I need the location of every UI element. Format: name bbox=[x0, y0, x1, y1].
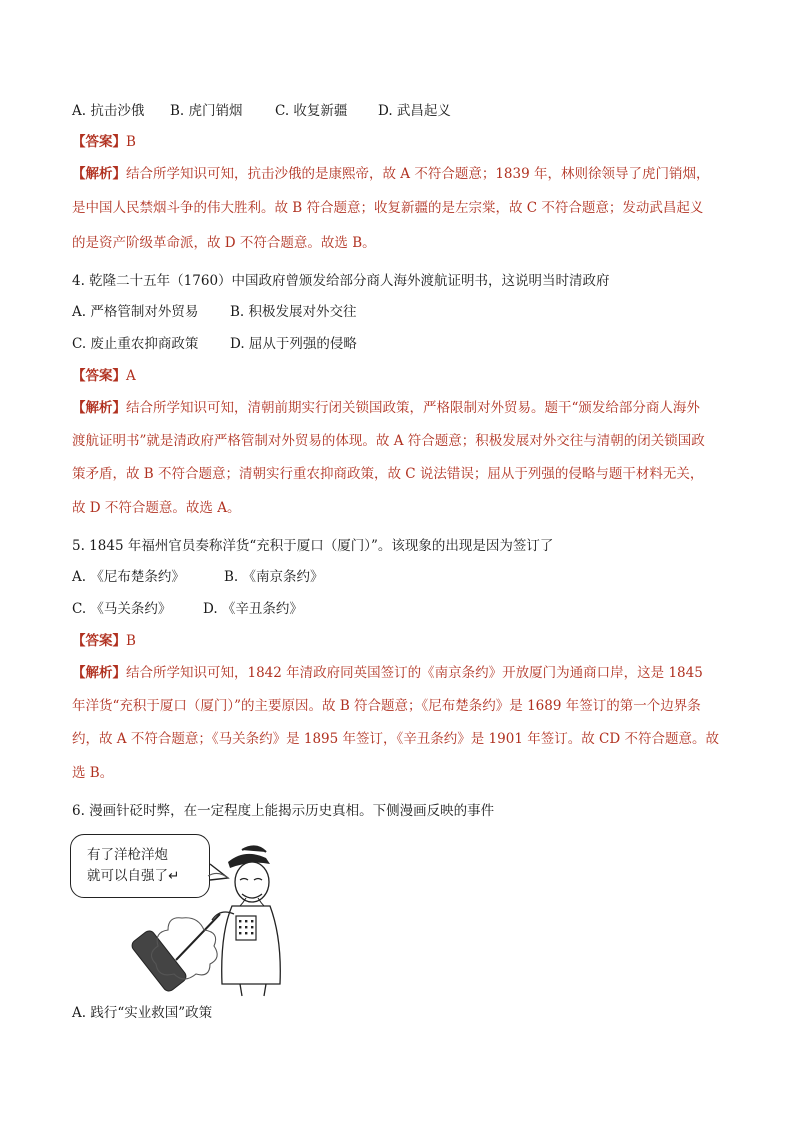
cartoon-illustration bbox=[70, 834, 290, 999]
q4-option-a: A. 严格管制对外贸易 bbox=[72, 304, 199, 320]
analysis-text: 结合所学知识可知，清朝前期实行闭关锁国政策，严格限制对外贸易。题干“颁发给部分商人海外 bbox=[126, 400, 700, 416]
answer-value: B bbox=[126, 134, 136, 150]
q5-options-row-1 bbox=[72, 568, 324, 586]
q4-analysis-line-3: 策矛盾，故 B 不符合题意；清朝实行重农抑商政策，故 C 说法错误；屈从于列强的侵略与题干材料无关， bbox=[72, 466, 704, 482]
q3-analysis-line-2: 是中国人民禁烟斗争的伟大胜利。故 B 符合题意；收复新疆的是左宗棠，故 C 不符合题意；发动武昌起义 bbox=[72, 200, 704, 216]
q6-stem: 6. 漫画针砭时弊，在一定程度上能揭示历史真相。下侧漫画反映的事件 bbox=[72, 803, 495, 819]
q4-options-row-1 bbox=[72, 303, 357, 321]
q5-analysis-line-3: 约，故 A 不符合题意；《马关条约》是 1895 年签订，《辛丑条约》是 1901 年签订。故 CD 不符合题意。故 bbox=[72, 731, 719, 747]
q3-option-c: C. 收复新疆 bbox=[275, 103, 348, 119]
analysis-tag: 【解析】 bbox=[72, 166, 126, 182]
q5-option-b: B. 《南京条约》 bbox=[224, 569, 324, 585]
q3-option-a: A. 抗击沙俄 bbox=[72, 103, 145, 119]
analysis-tag: 【解析】 bbox=[72, 400, 126, 416]
analysis-text: 结合所学知识可知，抗击沙俄的是康熙帝，故 A 不符合题意；1839 年，林则徐领导了虎门销烟， bbox=[126, 166, 710, 182]
q5-answer bbox=[72, 632, 136, 650]
q3-answer bbox=[72, 133, 136, 151]
q5-analysis-line-1 bbox=[72, 664, 703, 682]
q4-stem: 4. 乾隆二十五年（1760）中国政府曾颁发给部分商人海外渡航证明书，这说明当时清政府 bbox=[72, 273, 610, 289]
q4-option-b: B. 积极发展对外交往 bbox=[230, 304, 357, 320]
q5-option-a: A. 《尼布楚条约》 bbox=[72, 569, 185, 585]
q5-analysis-line-4: 选 B。 bbox=[72, 765, 114, 781]
answer-tag: 【答案】 bbox=[72, 134, 126, 150]
answer-value: A bbox=[126, 368, 136, 384]
answer-value: B bbox=[126, 633, 136, 649]
q4-option-c: C. 废止重农抑商政策 bbox=[72, 336, 199, 352]
q4-analysis-line-1 bbox=[72, 399, 700, 417]
q3-analysis-line-1 bbox=[72, 165, 709, 183]
q4-option-d: D. 屈从于列强的侵略 bbox=[230, 336, 357, 352]
q5-option-c: C. 《马关条约》 bbox=[72, 601, 172, 617]
bubble-line-2: 就可以自强了↵ bbox=[87, 868, 180, 884]
q3-options bbox=[72, 102, 451, 120]
bubble-line-1: 有了洋枪洋炮 bbox=[87, 847, 168, 863]
q5-options-row-2 bbox=[72, 600, 303, 618]
q6-option-a: A. 践行“实业救国”政策 bbox=[72, 1005, 213, 1021]
q5-option-d: D. 《辛丑条约》 bbox=[203, 601, 303, 617]
answer-tag: 【答案】 bbox=[72, 633, 126, 649]
q4-answer bbox=[72, 367, 136, 385]
q3-analysis-line-3: 的是资产阶级革命派，故 D 不符合题意。故选 B。 bbox=[72, 235, 376, 251]
q3-option-d: D. 武昌起义 bbox=[378, 103, 451, 119]
analysis-tag: 【解析】 bbox=[72, 665, 126, 681]
q5-stem: 5. 1845 年福州官员奏称洋货“充积于厦口（厦门）”。该现象的出现是因为签订了 bbox=[72, 538, 554, 554]
q3-option-b: B. 虎门销烟 bbox=[170, 103, 243, 119]
q4-analysis-line-2: 渡航证明书”就是清政府严格管制对外贸易的体现。故 A 符合题意；积极发展对外交往与清朝的闭关锁国政 bbox=[72, 433, 705, 449]
official-figure-drawing bbox=[70, 834, 290, 999]
q4-options-row-2 bbox=[72, 335, 357, 353]
analysis-text: 结合所学知识可知，1842 年清政府同英国签订的《南京条约》开放厦门为通商口岸，这是 1845 bbox=[126, 665, 703, 681]
q4-analysis-line-4: 故 D 不符合题意。故选 A。 bbox=[72, 500, 241, 516]
q5-analysis-line-2: 年洋货“充积于厦口（厦门）”的主要原因。故 B 符合题意；《尼布楚条约》是 1689 年签订的第一个边界条 bbox=[72, 698, 701, 714]
answer-tag: 【答案】 bbox=[72, 368, 126, 384]
